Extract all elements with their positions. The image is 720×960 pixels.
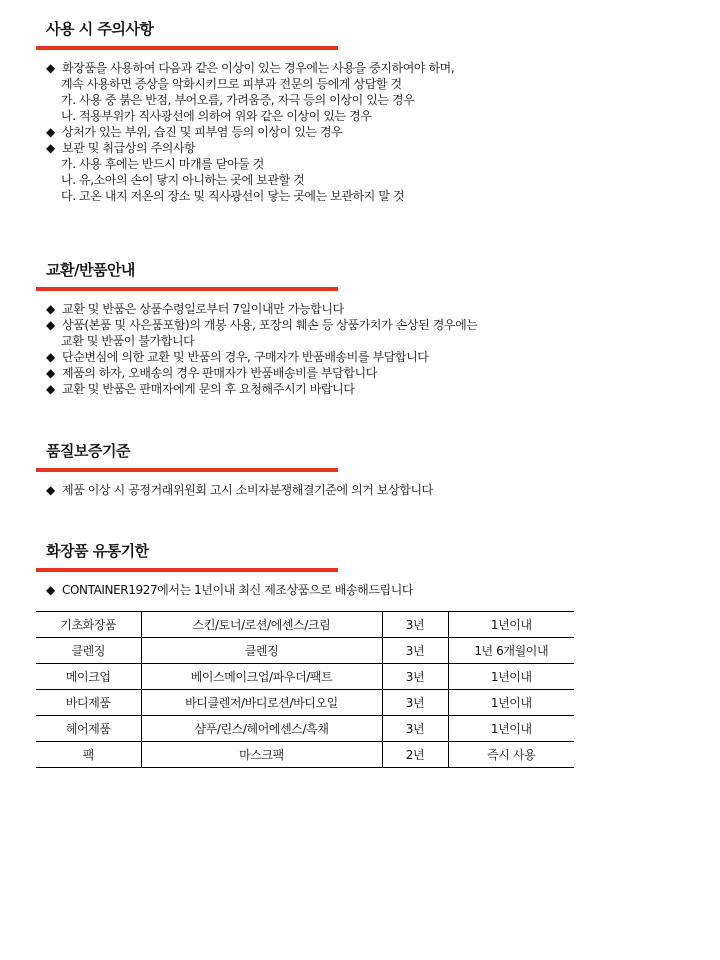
- precautions-section: [36, 19, 596, 204]
- products-cell: 스킨/토너/로션/에센스/크림: [141, 612, 382, 638]
- text-line: [46, 317, 596, 333]
- shelf-life-cell: 3년: [382, 664, 448, 690]
- diamond-bullet-icon: ◆: [46, 318, 55, 332]
- line-text: 상처가 있는 부위, 습진 및 피부염 등의 이상이 있는 경우: [62, 125, 343, 139]
- diamond-bullet-icon: ◆: [46, 382, 55, 396]
- section-underline: [36, 46, 338, 50]
- line-text: 교환 및 반품은 상품수령일로부터 7일이내만 가능합니다: [62, 302, 344, 316]
- shelf-life-section: [36, 541, 596, 598]
- table-row: [36, 638, 574, 664]
- category-cell: 메이크업: [36, 664, 141, 690]
- delivery-cell: 1년 6개월이내: [448, 638, 574, 664]
- line-text: CONTAINER1927에서는 1년이내 최신 제조상품으로 배송해드립니다: [62, 583, 414, 597]
- line-text: 나. 적용부위가 직사광선에 의하여 위와 같은 이상이 있는 경우: [61, 109, 372, 123]
- products-cell: 클렌징: [141, 638, 382, 664]
- section-title: 교환/반품안내: [46, 261, 135, 279]
- line-text: 화장품을 사용하여 다음과 같은 이상이 있는 경우에는 사용을 중지하여야 하며,: [62, 61, 455, 75]
- shelf-life-table: [36, 611, 574, 768]
- text-line: [46, 381, 596, 397]
- section-lines: [36, 60, 596, 204]
- text-line: [46, 60, 596, 76]
- table-row: [36, 716, 574, 742]
- text-line: [46, 365, 596, 381]
- category-cell: 기초화장품: [36, 612, 141, 638]
- line-text: 보관 및 취급상의 주의사항: [62, 141, 196, 155]
- line-text: 교환 및 반품은 판매자에게 문의 후 요청해주시기 바랍니다: [62, 382, 355, 396]
- table-row: [36, 690, 574, 716]
- diamond-bullet-icon: ◆: [46, 302, 55, 316]
- line-text: 교환 및 반품이 불가합니다: [61, 334, 195, 348]
- shelf-life-cell: 2년: [382, 742, 448, 768]
- diamond-bullet-icon: ◆: [46, 350, 55, 364]
- text-line: [46, 140, 596, 156]
- table-row: [36, 612, 574, 638]
- section-underline: [36, 568, 338, 572]
- table-row: [36, 742, 574, 768]
- line-text: 다. 고온 내지 저온의 장소 및 직사광선이 닿는 곳에는 보관하지 말 것: [61, 189, 405, 203]
- text-line: [46, 124, 596, 140]
- section-underline: [36, 287, 338, 291]
- section-title: 사용 시 주의사항: [46, 20, 154, 38]
- diamond-bullet-icon: ◆: [46, 61, 55, 75]
- section-lines: [36, 482, 596, 498]
- shelf-life-cell: 3년: [382, 690, 448, 716]
- returns-section: [36, 260, 596, 397]
- category-cell: 클렌징: [36, 638, 141, 664]
- section-title: 품질보증기준: [46, 442, 130, 460]
- products-cell: 베이스메이크업/파우더/팩트: [141, 664, 382, 690]
- line-text: 가. 사용 후에는 반드시 마개를 닫아둘 것: [61, 157, 264, 171]
- line-text: 제품 이상 시 공정거래위원회 고시 소비자분쟁해결기준에 의거 보상합니다: [62, 483, 433, 497]
- products-cell: 마스크팩: [141, 742, 382, 768]
- shelf-life-cell: 3년: [382, 716, 448, 742]
- text-line: [46, 333, 596, 349]
- text-line: [46, 482, 596, 498]
- line-text: 단순변심에 의한 교환 및 반품의 경우, 구매자가 반품배송비를 부담합니다: [62, 350, 429, 364]
- category-cell: 팩: [36, 742, 141, 768]
- quality-section: [36, 441, 596, 498]
- delivery-cell: 1년이내: [448, 664, 574, 690]
- delivery-cell: 1년이내: [448, 716, 574, 742]
- delivery-cell: 1년이내: [448, 690, 574, 716]
- category-cell: 헤어제품: [36, 716, 141, 742]
- line-text: 나. 유,소아의 손이 닿지 아니하는 곳에 보관할 것: [61, 173, 305, 187]
- text-line: [46, 76, 596, 92]
- text-line: [46, 108, 596, 124]
- text-line: [46, 301, 596, 317]
- line-text: 가. 사용 중 붉은 반점, 부어오름, 가려움증, 자극 등의 이상이 있는 경우: [61, 93, 415, 107]
- diamond-bullet-icon: ◆: [46, 125, 55, 139]
- line-text: 상품(본품 및 사은품포함)의 개봉 사용, 포장의 훼손 등 상품가치가 손상된 경우에는: [62, 318, 478, 332]
- delivery-cell: 즉시 사용: [448, 742, 574, 768]
- text-line: [46, 92, 596, 108]
- diamond-bullet-icon: ◆: [46, 366, 55, 380]
- text-line: [46, 582, 596, 598]
- diamond-bullet-icon: ◆: [46, 483, 55, 497]
- delivery-cell: 1년이내: [448, 612, 574, 638]
- diamond-bullet-icon: ◆: [46, 141, 55, 155]
- line-text: 제품의 하자, 오배송의 경우 판매자가 반품배송비를 부담합니다: [62, 366, 377, 380]
- category-cell: 바디제품: [36, 690, 141, 716]
- section-underline: [36, 468, 338, 472]
- table-row: [36, 664, 574, 690]
- section-title: 화장품 유통기한: [46, 542, 149, 560]
- section-lines: [36, 582, 596, 598]
- text-line: [46, 349, 596, 365]
- section-lines: [36, 301, 596, 397]
- shelf-life-cell: 3년: [382, 612, 448, 638]
- line-text: 계속 사용하면 증상을 악화시키므로 피부과 전문의 등에게 상담할 것: [61, 77, 402, 91]
- shelf-life-cell: 3년: [382, 638, 448, 664]
- diamond-bullet-icon: ◆: [46, 583, 55, 597]
- text-line: [46, 188, 596, 204]
- products-cell: 바디클렌저/바디로션/바디오일: [141, 690, 382, 716]
- products-cell: 샴푸/린스/헤어에센스/흑채: [141, 716, 382, 742]
- text-line: [46, 156, 596, 172]
- text-line: [46, 172, 596, 188]
